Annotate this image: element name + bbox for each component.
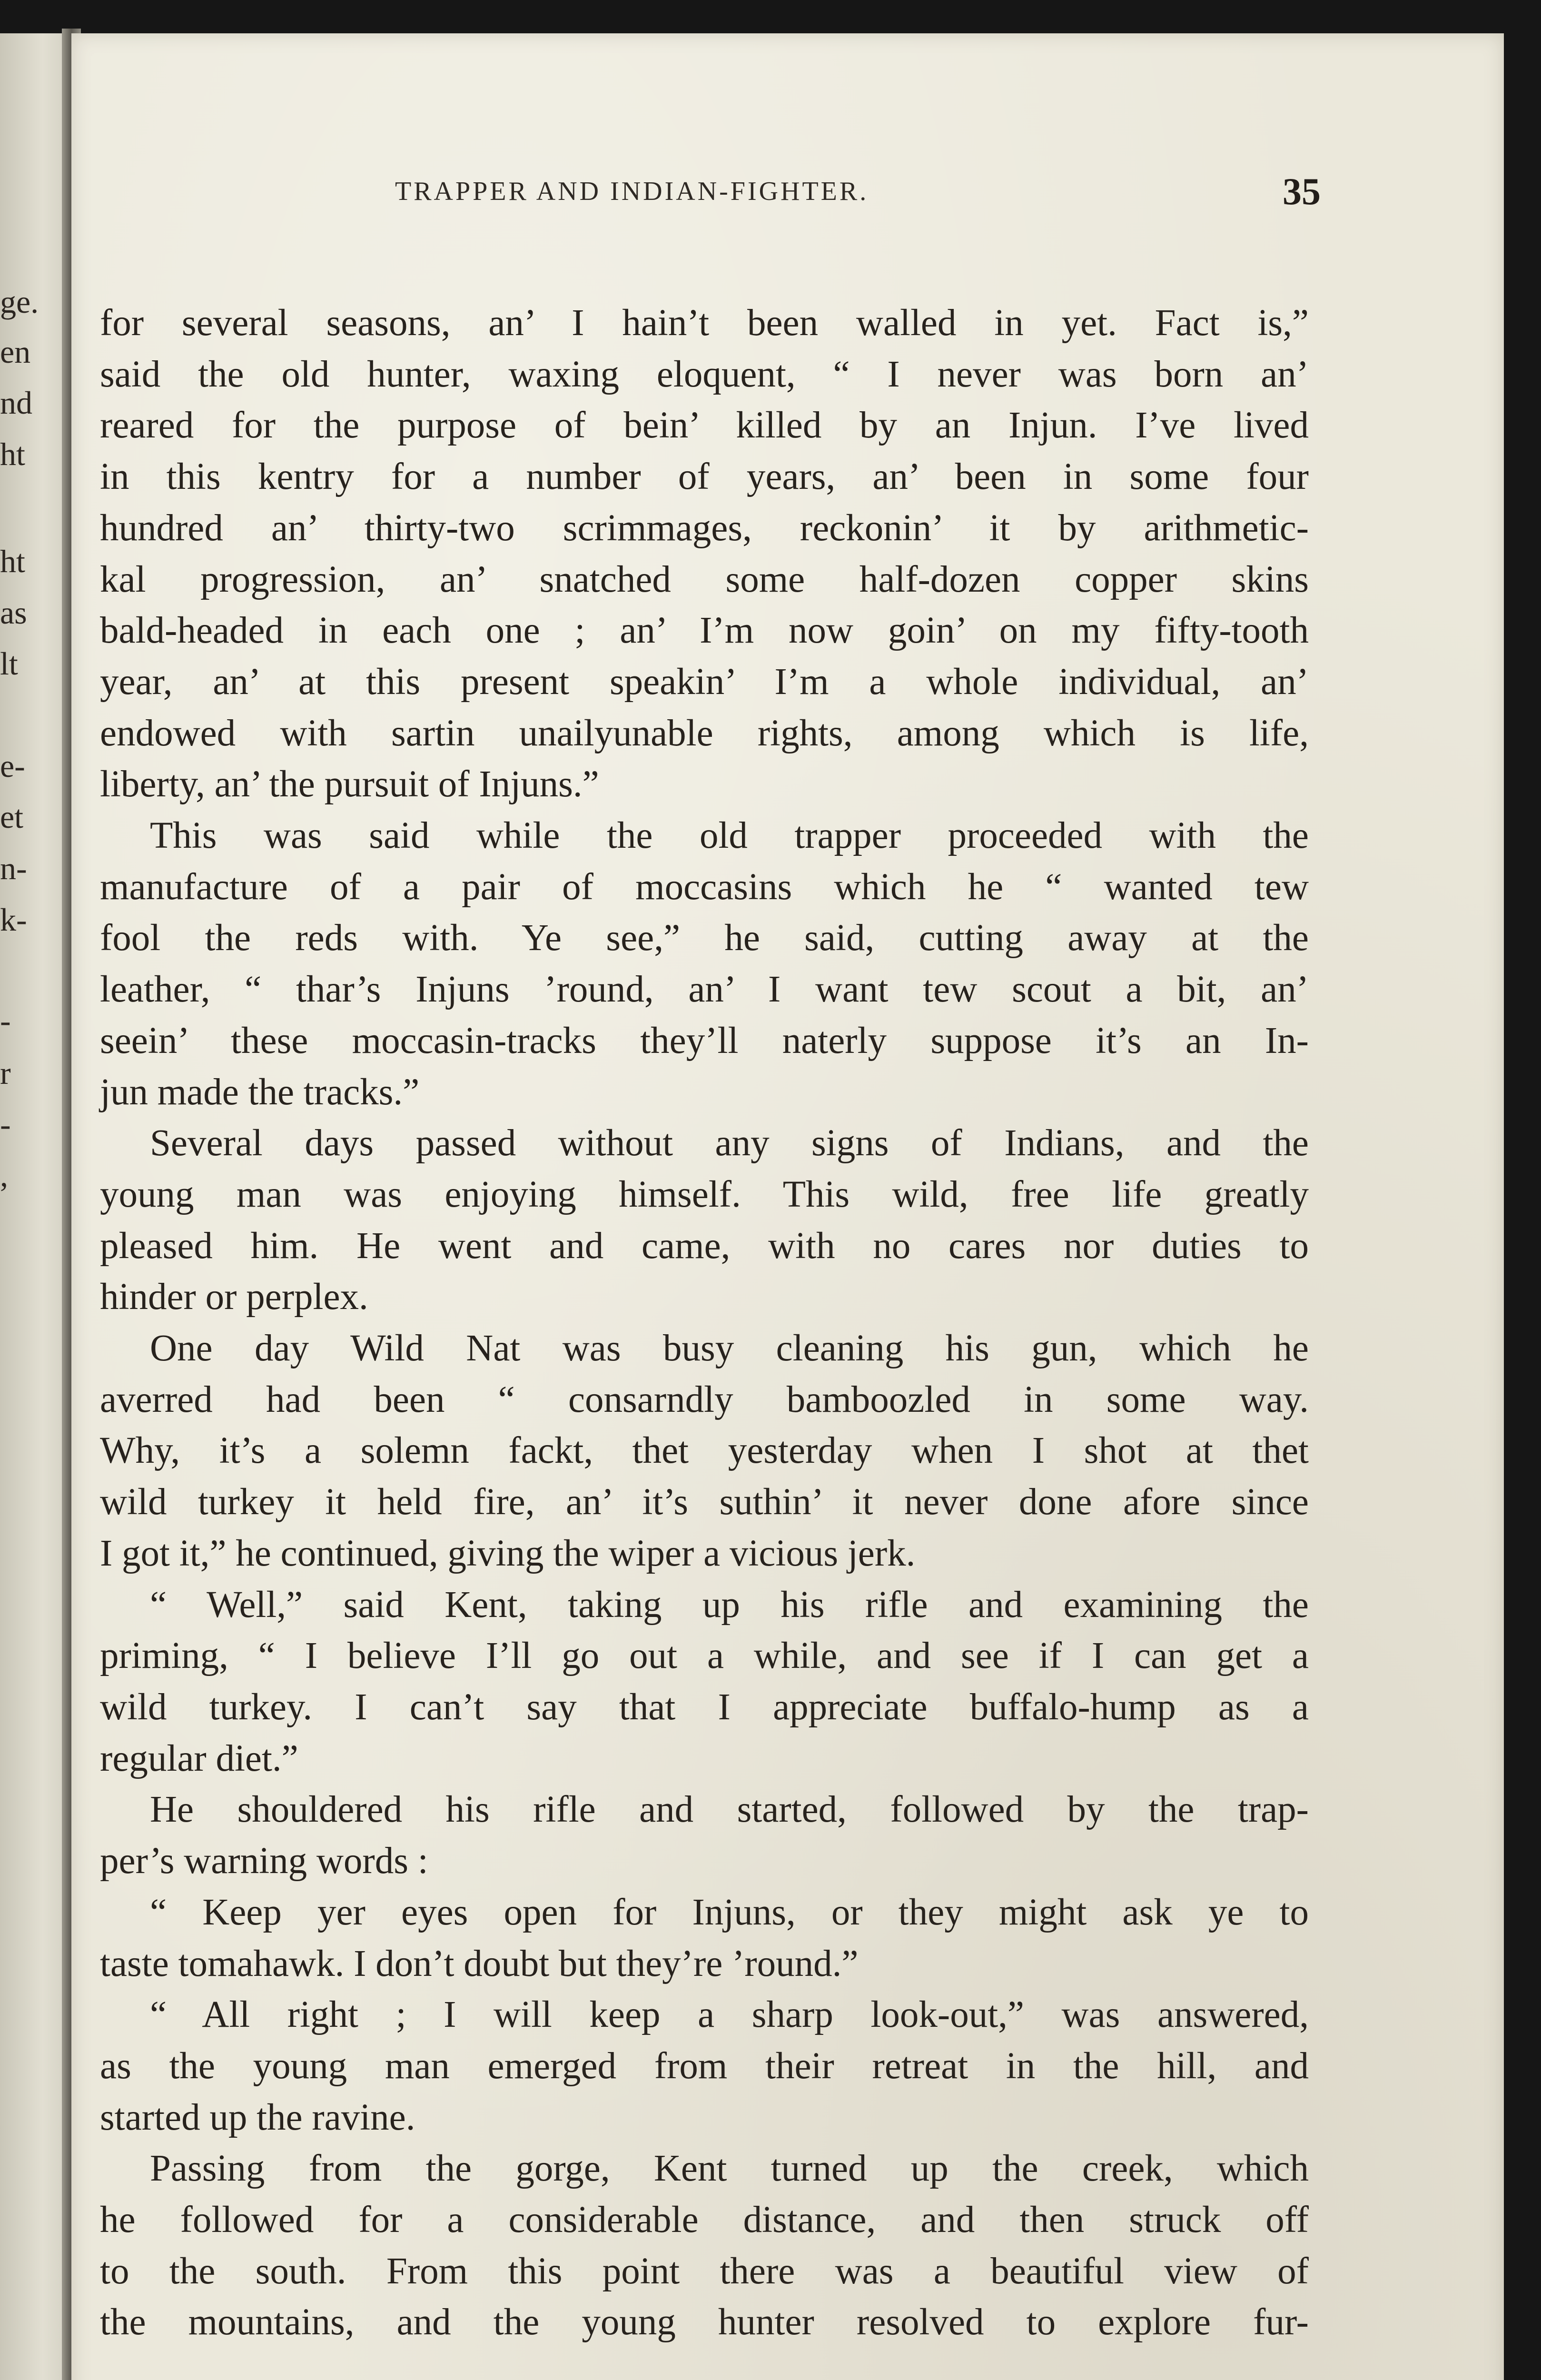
left-page-fragment: k- [0,902,27,938]
text-line: to the south. From this point there was a beautiful view of [100,2250,1309,2292]
left-page-fragment: ht [0,436,25,472]
text-line: young man was enjoying himself. This wild, free life greatly [100,1173,1309,1215]
text-line: regular diet.” [100,1737,298,1779]
text-line: in this kentry for a number of years, an’ been in some four [100,456,1309,498]
left-page-fragment: r [0,1055,11,1091]
text-line: hundred an’ thirty-two scrimmages, reckonin’ it by arithmetic- [100,507,1309,549]
text-line: bald-headed in each one ; an’ I’m now goin’ on my fifty-tooth [100,610,1309,652]
text-line: “ Well,” said Kent, taking up his rifle and examining the [150,1584,1309,1626]
left-page-fragment: ht [0,543,25,579]
book-page [71,33,1504,2380]
text-line: jun made the tracks.” [100,1071,420,1113]
text-line: seein’ these moccasin-tracks they’ll naterly suppose it’s an In- [100,1020,1309,1061]
text-line: taste tomahawk. I don’t doubt but they’re ’round.” [100,1943,859,1984]
text-line: Several days passed without any signs of Indians, and the [150,1122,1309,1164]
text-line: as the young man emerged from their retreat in the hill, and [100,2045,1309,2087]
page-number: 35 [1283,171,1321,213]
running-head [71,171,1504,219]
text-line: wild turkey it held fire, an’ it’s suthin’ it never done afore since [100,1481,1309,1523]
text-line: Why, it’s a solemn fackt, thet yesterday when I shot at thet [100,1430,1309,1472]
text-line: pleased him. He went and came, with no cares nor duties to [100,1225,1309,1267]
left-page-fragment: - [0,1106,11,1142]
left-page-fragment: as [0,595,27,631]
text-line: This was said while the old trapper proceeded with the [150,815,1309,857]
text-line: the mountains, and the young hunter resolved to explore fur- [100,2301,1309,2343]
text-line: said the old hunter, waxing eloquent, “ I never was born an’ [100,353,1309,395]
text-line: liberty, an’ the pursuit of Injuns.” [100,764,599,805]
left-page-fragment: , [0,1157,8,1193]
text-line: Passing from the gorge, Kent turned up the creek, which [150,2148,1309,2190]
text-line: reared for the purpose of bein’ killed by an Injun. I’ve lived [100,405,1309,446]
text-line: One day Wild Nat was busy cleaning his gun, which he [150,1328,1309,1369]
text-line: leather, “ thar’s Injuns ’round, an’ I want tew scout a bit, an’ [100,969,1309,1011]
text-line: started up the ravine. [100,2096,415,2138]
text-line: fool the reds with. Ye see,” he said, cutting away at the [100,917,1309,959]
text-line: priming, “ I believe I’ll go out a while, and see if I can get a [100,1635,1309,1677]
left-page-fragment: en [0,334,31,370]
text-line: hinder or perplex. [100,1276,368,1318]
running-head-title: TRAPPER AND INDIAN-FIGHTER. [395,177,869,206]
page-text [100,298,1309,2348]
text-line: I got it,” he continued, giving the wiper a vicious jerk. [100,1532,916,1574]
left-page-fragment: e- [0,748,25,784]
text-line: He shouldered his rifle and started, followed by the trap- [150,1789,1309,1831]
text-line: endowed with sartin unailyunable rights, among which is life, [100,712,1309,754]
text-line: kal progression, an’ snatched some half-dozen copper skins [100,558,1309,600]
text-line: manufacture of a pair of moccasins which he “ wanted tew [100,866,1309,908]
left-page-fragment: et [0,799,24,835]
left-page-edge [0,33,71,2380]
left-page-fragment: nd [0,385,32,421]
text-line: year, an’ at this present speakin’ I’m a whole individual, an’ [100,661,1309,703]
text-line: for several seasons, an’ I hain’t been walled in yet. Fact is,” [100,302,1309,344]
text-line: “ Keep yer eyes open for Injuns, or they might ask ye to [150,1891,1309,1933]
text-line: per’s warning words : [100,1840,428,1882]
left-page-fragment: n- [0,850,27,886]
text-line: “ All right ; I will keep a sharp look-out,” was answered, [150,1994,1309,2036]
text-line: he followed for a considerable distance, and then struck off [100,2199,1309,2241]
text-line: averred had been “ consarndly bamboozled in some way. [100,1378,1309,1420]
left-page-fragment: - [0,1002,11,1039]
left-page-fragment: lt [0,645,18,682]
text-line: wild turkey. I can’t say that I appreciate buffalo-hump as a [100,1686,1309,1728]
left-page-fragment: ge. [0,284,39,320]
